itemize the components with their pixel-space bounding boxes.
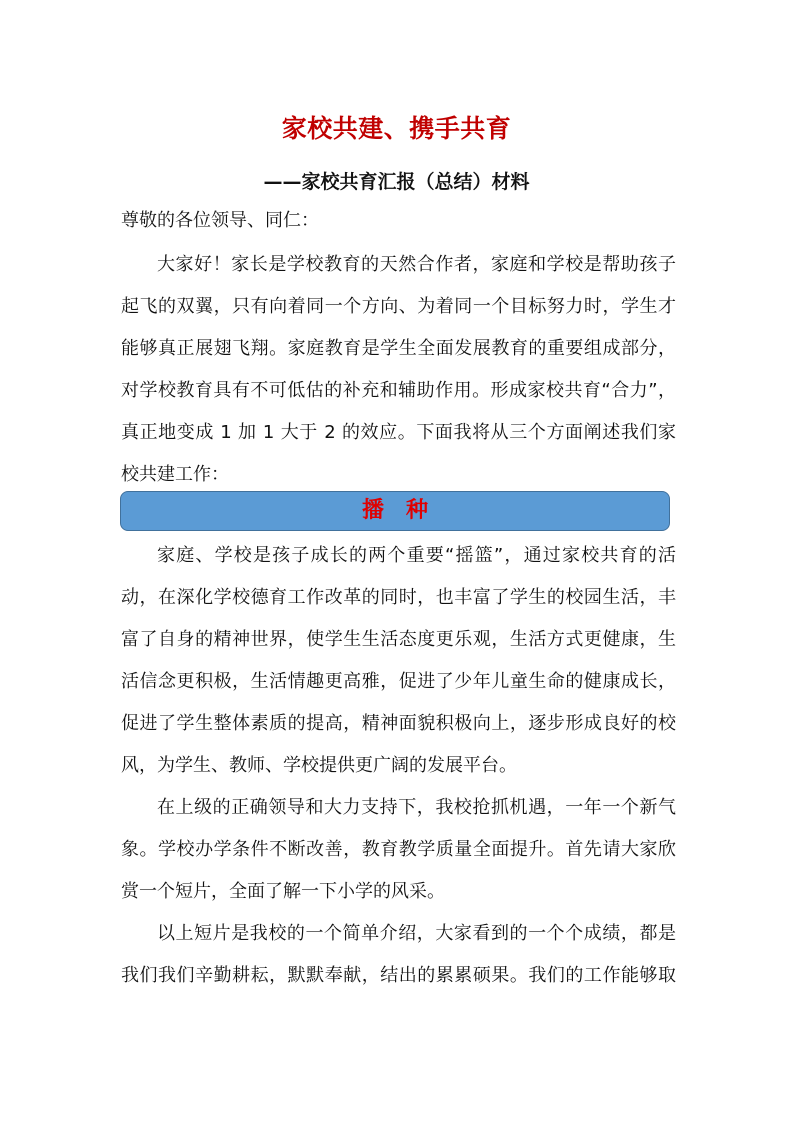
- paragraph-line: 在上级的正确领导和大力支持下，我校抢抓机遇，一年一个新气: [157, 797, 676, 818]
- section-banner: [120, 491, 670, 531]
- document-title: 家校共建、携手共育: [281, 114, 512, 143]
- paragraph-3: [121, 913, 676, 997]
- paragraph-line: 以上短片是我校的一个简单介绍，大家看到的一个个成绩，都是: [157, 923, 676, 944]
- salutation: 尊敬的各位领导、同仁：: [121, 210, 319, 231]
- paragraph-line: 象。学校办学条件不断改善，教育教学质量全面提升。首先请大家欣: [121, 839, 676, 860]
- paragraph-line: 能够真正展翅飞翔。家庭教育是学生全面发展教育的重要组成部分，: [121, 338, 676, 359]
- paragraph-line: 真正地变成 1 加 1 大于 2 的效应。下面我将从三个方面阐述我们家: [121, 422, 676, 443]
- paragraph-line: 家庭、学校是孩子成长的两个重要“摇篮”，通过家校共育的活: [157, 545, 676, 566]
- document-subtitle: ——家校共育汇报（总结）材料: [263, 171, 530, 193]
- paragraph-2: [121, 787, 676, 913]
- paragraph-line: 富了自身的精神世界，使学生生活态度更乐观，生活方式更健康，生: [121, 629, 676, 650]
- paragraph-line: 赏一个短片，全面了解一下小学的风采。: [121, 881, 445, 902]
- paragraph-line: 动，在深化学校德育工作改革的同时，也丰富了学生的校园生活，丰: [121, 587, 676, 608]
- section-heading: 播种: [361, 498, 450, 523]
- paragraph-line: 对学校教育具有不可低估的补充和辅助作用。形成家校共育“合力”，: [121, 380, 676, 401]
- paragraph-line: 风，为学生、教师、学校提供更广阔的发展平台。: [121, 755, 517, 776]
- paragraph-line: 大家好！家长是学校教育的天然合作者，家庭和学校是帮助孩子: [157, 254, 676, 275]
- paragraph-line: 起飞的双翼，只有向着同一个方向、为着同一个目标努力时，学生才: [121, 296, 676, 317]
- paragraph-line: 活信念更积极，生活情趣更高雅，促进了少年儿童生命的健康成长，: [121, 671, 676, 692]
- paragraph-line: 促进了学生整体素质的提高，精神面貌积极向上，逐步形成良好的校: [121, 713, 676, 734]
- intro-paragraph: [121, 244, 676, 496]
- paragraph-line: 校共建工作：: [121, 464, 229, 485]
- paragraph-1: [121, 535, 676, 787]
- paragraph-line: 我们我们辛勤耕耘，默默奉献，结出的累累硕果。我们的工作能够取: [121, 965, 676, 986]
